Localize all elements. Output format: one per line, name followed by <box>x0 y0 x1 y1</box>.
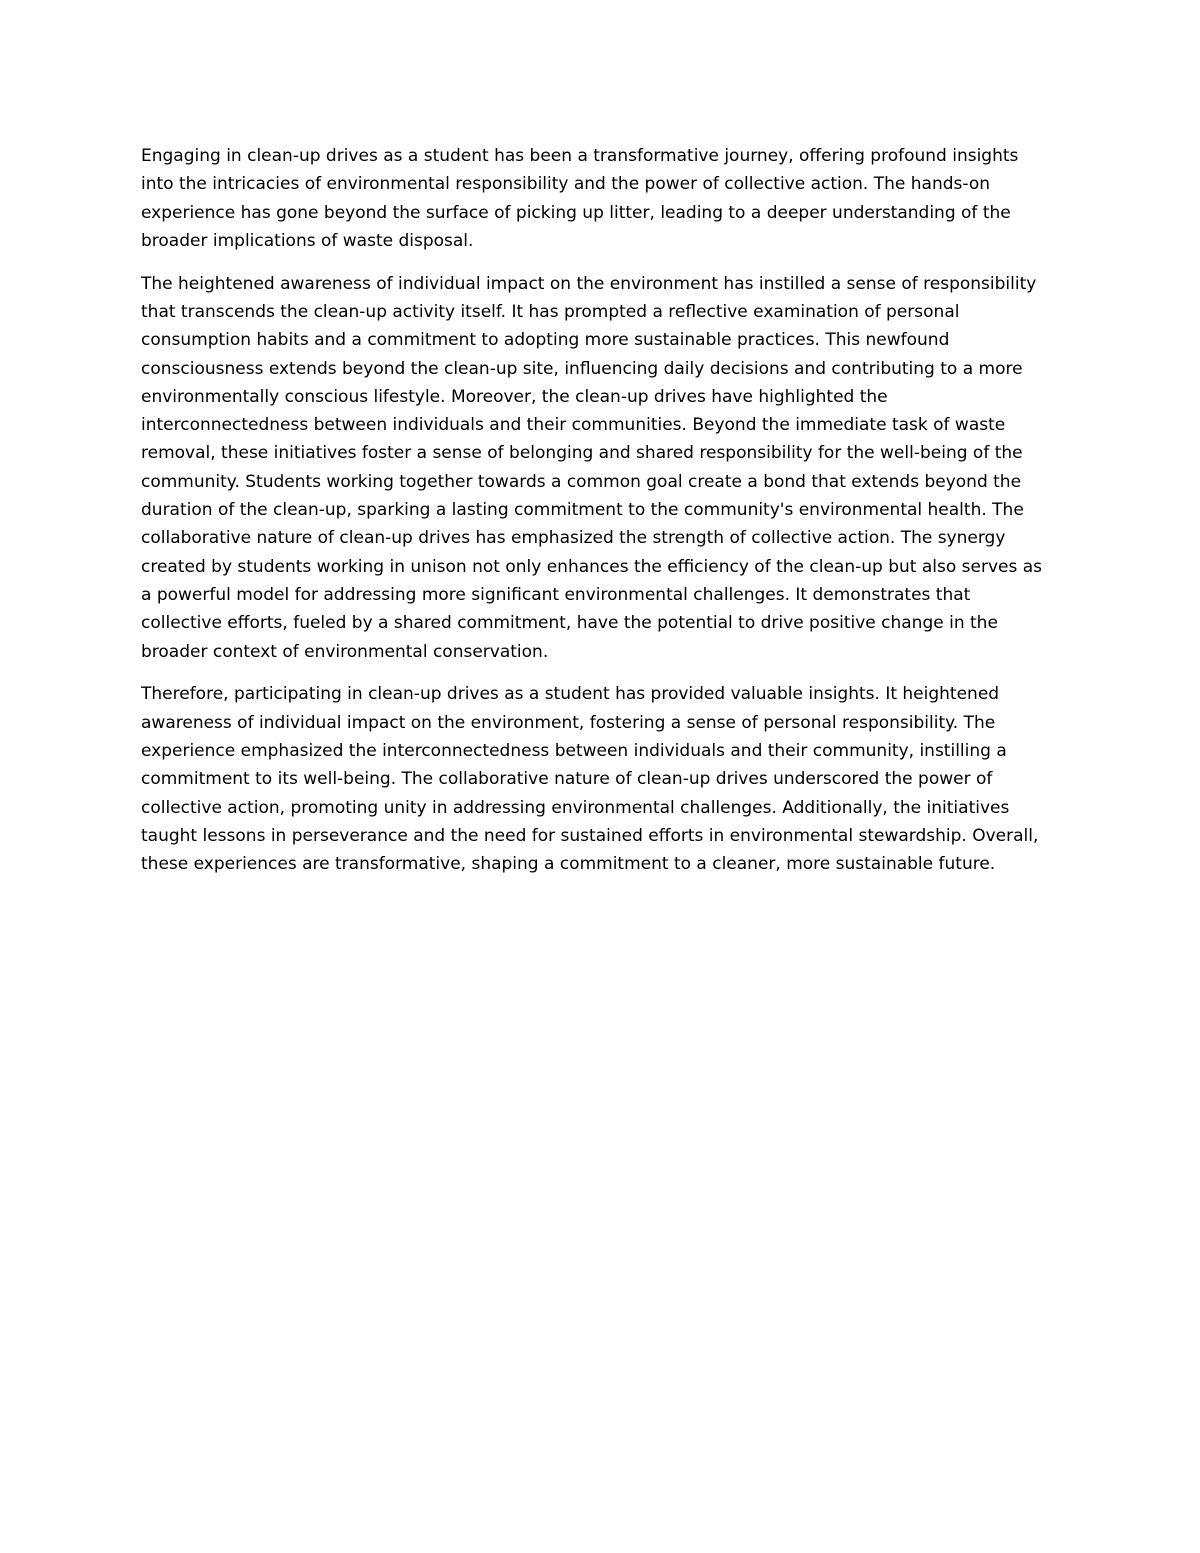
paragraph-2-line: created by students working in unison not only enhances the efficiency of the clean-up but also serves as <box>141 556 1042 577</box>
paragraph-3-line: Therefore, participating in clean-up drives as a student has provided valuable insights. It heightened <box>141 684 1000 705</box>
paragraph-2-line: interconnectedness between individuals and their communities. Beyond the immediate task of waste <box>141 415 1006 436</box>
paragraph-2-line: collective efforts, fueled by a shared commitment, have the potential to drive positive change in the <box>141 613 998 634</box>
paragraph-1-line: broader implications of waste disposal. <box>141 230 474 251</box>
paragraph-2-line: removal, these initiatives foster a sense of belonging and shared responsibility for the well-being of the <box>141 443 1023 464</box>
paragraph-2-line: environmentally conscious lifestyle. Moreover, the clean-up drives have highlighted the <box>141 386 888 407</box>
paragraph-1-line: into the intricacies of environmental responsibility and the power of collective action. The hands-on <box>141 174 991 195</box>
paragraph-2-line: consciousness extends beyond the clean-up site, influencing daily decisions and contributing to a more <box>141 358 1023 379</box>
paragraph-2 <box>141 270 1066 666</box>
paragraph-2-line: community. Students working together towards a common goal create a bond that extends beyond the <box>141 471 1022 492</box>
paragraph-3-line: these experiences are transformative, shaping a commitment to a cleaner, more sustainable future. <box>141 854 996 875</box>
paragraph-1 <box>141 142 1066 255</box>
paragraph-2-line: a powerful model for addressing more significant environmental challenges. It demonstrates that <box>141 584 971 605</box>
paragraph-2-line: duration of the clean-up, sparking a lasting commitment to the community's environmental health. The <box>141 500 1024 521</box>
paragraph-3-line: awareness of individual impact on the environment, fostering a sense of personal responsibility. The <box>141 712 996 733</box>
paragraph-3 <box>141 680 1066 878</box>
paragraph-2-line: The heightened awareness of individual impact on the environment has instilled a sense of responsibility <box>141 273 1037 294</box>
paragraph-3-line: taught lessons in perseverance and the need for sustained efforts in environmental stewardship. Overall, <box>141 825 1039 846</box>
paragraph-3-line: commitment to its well-being. The collaborative nature of clean-up drives underscored the power of <box>141 769 993 790</box>
paragraph-3-line: collective action, promoting unity in addressing environmental challenges. Additionally, the initiatives <box>141 797 1010 818</box>
paragraph-1-line: experience has gone beyond the surface of picking up litter, leading to a deeper understanding of the <box>141 202 1011 223</box>
document-body <box>141 142 1066 893</box>
paragraph-2-line: collaborative nature of clean-up drives has emphasized the strength of collective action. The synergy <box>141 528 1006 549</box>
paragraph-2-line: that transcends the clean-up activity itself. It has prompted a reflective examination of personal <box>141 301 960 322</box>
paragraph-1-line: Engaging in clean-up drives as a student has been a transformative journey, offering profound insights <box>141 146 1019 166</box>
paragraph-2-line: consumption habits and a commitment to adopting more sustainable practices. This newfound <box>141 330 950 351</box>
paragraph-3-line: experience emphasized the interconnectedness between individuals and their community, instilling a <box>141 740 1007 761</box>
paragraph-2-line: broader context of environmental conservation. <box>141 641 549 662</box>
